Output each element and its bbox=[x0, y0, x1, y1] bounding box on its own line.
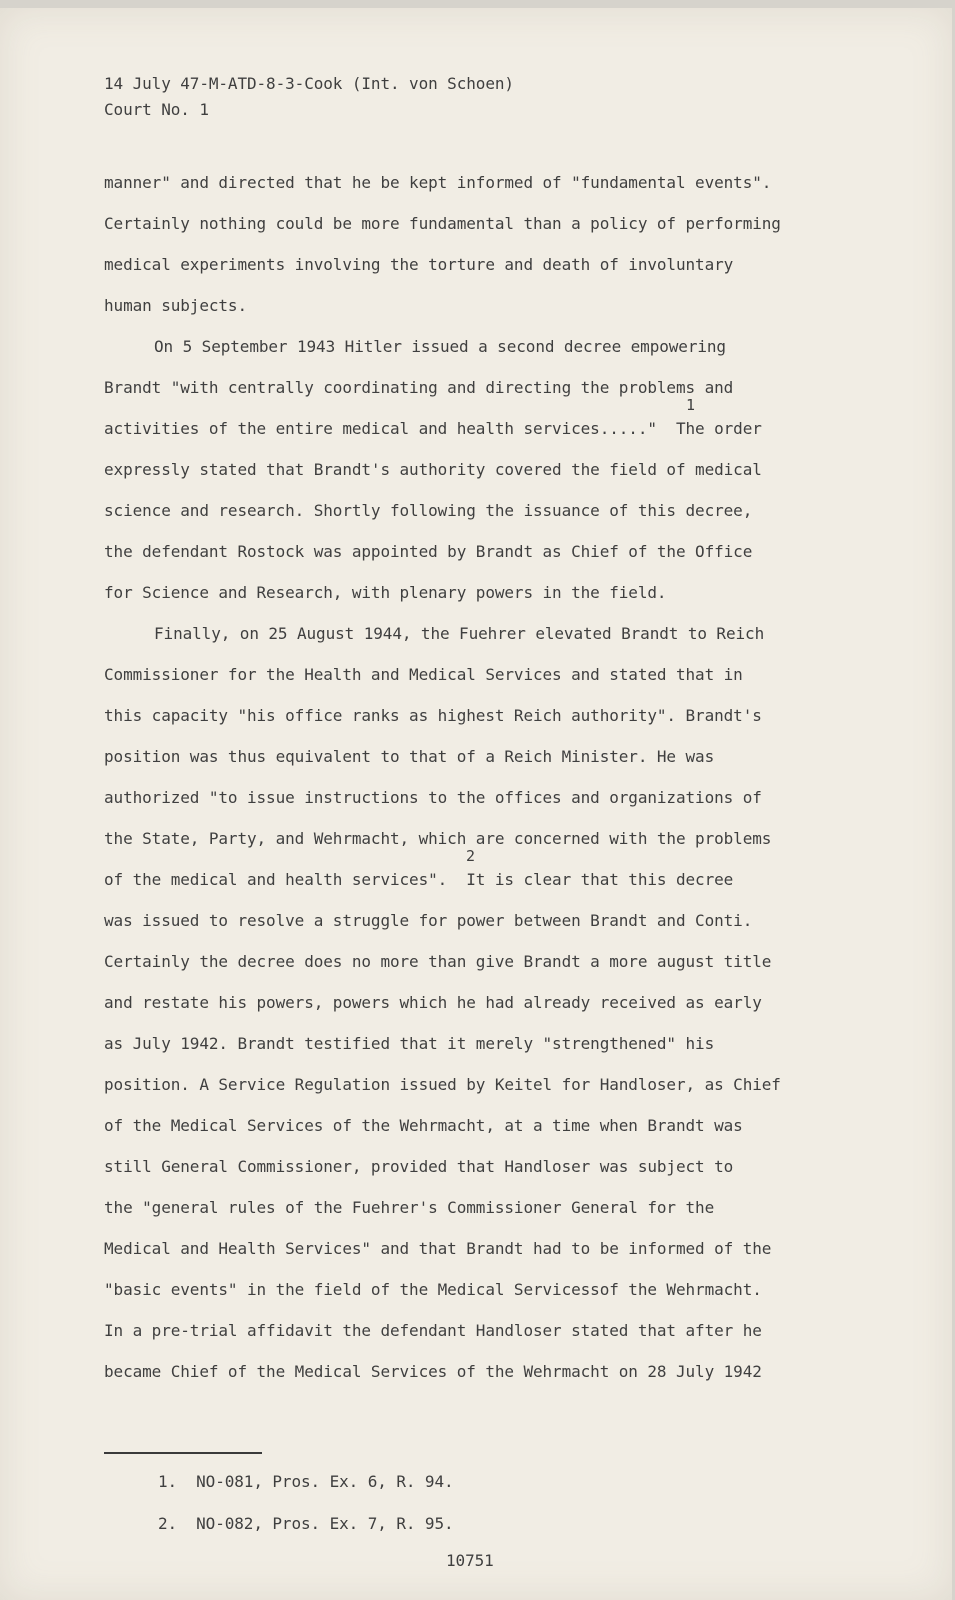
body-line: of the Medical Services of the Wehrmacht, at a time when Brandt was bbox=[104, 1116, 743, 1135]
footnote-marker-1: 1 bbox=[686, 396, 695, 414]
body-line: expressly stated that Brandt's authority covered the field of medical bbox=[104, 460, 762, 479]
body-line: manner" and directed that he be kept informed of "fundamental events". bbox=[104, 173, 772, 192]
footnote-marker-2: 2 bbox=[466, 847, 475, 865]
body-line: Certainly nothing could be more fundamental than a policy of performing bbox=[104, 214, 781, 233]
body-line: human subjects. bbox=[104, 296, 247, 315]
document-page bbox=[0, 8, 952, 1600]
body-line: was issued to resolve a struggle for power between Brandt and Conti. bbox=[104, 911, 753, 930]
body-line: the defendant Rostock was appointed by Brandt as Chief of the Office bbox=[104, 542, 753, 561]
body-line: authorized "to issue instructions to the offices and organizations of bbox=[104, 788, 762, 807]
footnote-1: 1. NO-081, Pros. Ex. 6, R. 94. bbox=[158, 1472, 454, 1491]
body-line: Medical and Health Services" and that Brandt had to be informed of the bbox=[104, 1239, 772, 1258]
body-line: On 5 September 1943 Hitler issued a second decree empowering bbox=[154, 337, 726, 356]
body-line: In a pre-trial affidavit the defendant Handloser stated that after he bbox=[104, 1321, 762, 1340]
body-line: Finally, on 25 August 1944, the Fuehrer elevated Brandt to Reich bbox=[154, 624, 765, 643]
body-line: of the medical and health services". It is clear that this decree bbox=[104, 870, 734, 889]
body-line: became Chief of the Medical Services of the Wehrmacht on 28 July 1942 bbox=[104, 1362, 762, 1381]
body-line: "basic events" in the field of the Medical Servicessof the Wehrmacht. bbox=[104, 1280, 762, 1299]
body-line: as July 1942. Brandt testified that it merely "strengthened" his bbox=[104, 1034, 715, 1053]
body-line: still General Commissioner, provided that Handloser was subject to bbox=[104, 1157, 734, 1176]
body-line: Certainly the decree does no more than give Brandt a more august title bbox=[104, 952, 772, 971]
body-line: the "general rules of the Fuehrer's Commissioner General for the bbox=[104, 1198, 715, 1217]
body-line: activities of the entire medical and health services....." The order bbox=[104, 419, 762, 438]
header-line-2: Court No. 1 bbox=[104, 100, 209, 119]
header-line-1: 14 July 47-M-ATD-8-3-Cook (Int. von Schoen) bbox=[104, 74, 514, 93]
body-line: science and research. Shortly following the issuance of this decree, bbox=[104, 501, 753, 520]
body-line: position. A Service Regulation issued by Keitel for Handloser, as Chief bbox=[104, 1075, 781, 1094]
body-line: Commissioner for the Health and Medical Services and stated that in bbox=[104, 665, 743, 684]
body-line: and restate his powers, powers which he had already received as early bbox=[104, 993, 762, 1012]
footnote-2: 2. NO-082, Pros. Ex. 7, R. 95. bbox=[158, 1514, 454, 1533]
body-line: Brandt "with centrally coordinating and directing the problems and bbox=[104, 378, 734, 397]
body-line: for Science and Research, with plenary powers in the field. bbox=[104, 583, 667, 602]
body-line: medical experiments involving the torture and death of involuntary bbox=[104, 255, 734, 274]
body-line: position was thus equivalent to that of a Reich Minister. He was bbox=[104, 747, 715, 766]
footnote-divider bbox=[104, 1452, 262, 1454]
body-line: the State, Party, and Wehrmacht, which are concerned with the problems bbox=[104, 829, 772, 848]
page-number: 10751 bbox=[446, 1551, 494, 1570]
body-line: this capacity "his office ranks as highest Reich authority". Brandt's bbox=[104, 706, 762, 725]
